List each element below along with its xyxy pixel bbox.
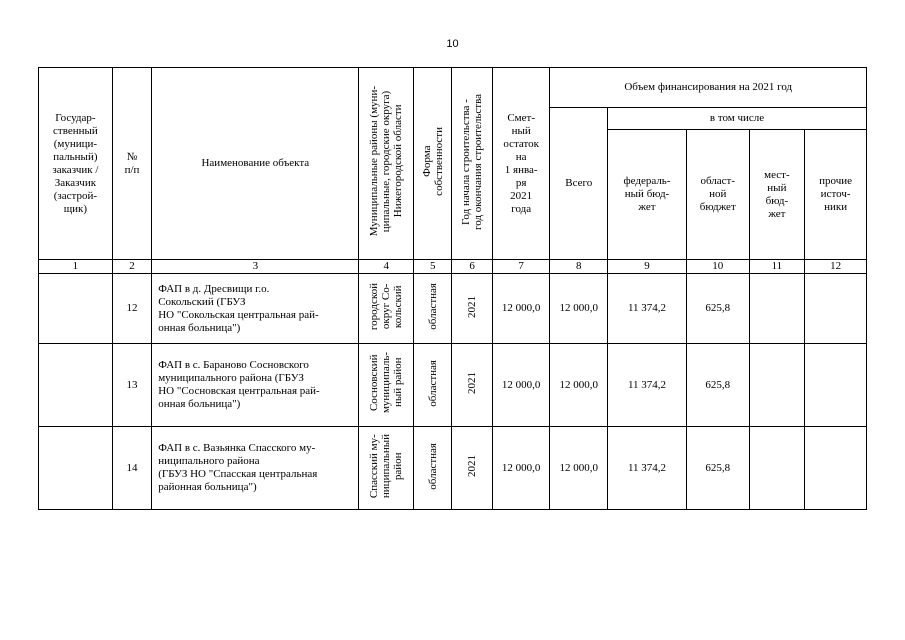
page-number: 10: [446, 38, 459, 50]
remaining-cell: 12 000,0: [492, 344, 550, 427]
regional-cell: 625,8: [686, 274, 749, 344]
row-number: 13: [112, 344, 151, 427]
object-name: ФАП в д. Дресвищи г.о. Сокольский (ГБУЗ НО "Сокольская центральная рай- онная больница"): [152, 274, 359, 344]
header-ownership: Форма собственности: [414, 68, 452, 260]
customer-cell: [39, 427, 113, 510]
other-cell: [805, 344, 867, 427]
ownership-cell: областная: [414, 344, 452, 427]
remaining-cell: 12 000,0: [492, 427, 550, 510]
column-number: 6: [452, 260, 492, 274]
column-number-row: [39, 260, 867, 274]
federal-cell: 11 374,2: [608, 344, 687, 427]
row-number: 12: [112, 274, 151, 344]
column-number: 9: [608, 260, 687, 274]
column-number: 12: [805, 260, 867, 274]
column-number: 10: [686, 260, 749, 274]
column-number: 3: [152, 260, 359, 274]
header-local: мест- ный бюд- жет: [749, 130, 805, 260]
header-municipality: Муниципальные районы (муни- ципальные, городские округа) Нижегородской области: [359, 68, 414, 260]
other-cell: [805, 274, 867, 344]
total-cell: 12 000,0: [550, 427, 608, 510]
column-number: 7: [492, 260, 550, 274]
customer-cell: [39, 274, 113, 344]
table-row: [39, 274, 867, 344]
object-name: ФАП в с. Вазьянка Спасского му- ниципального района (ГБУЗ НО "Спасская центральная районная больница"): [152, 427, 359, 510]
column-number: 8: [550, 260, 608, 274]
municipality-cell: Спасский му- ниципальный район: [359, 427, 414, 510]
local-cell: [749, 427, 805, 510]
header-years: Год начала строительства - год окончания строительства: [452, 68, 492, 260]
column-number: 4: [359, 260, 414, 274]
federal-cell: 11 374,2: [608, 427, 687, 510]
header-object-name: Наименование объекта: [152, 68, 359, 260]
header-federal: федераль- ный бюд- жет: [608, 130, 687, 260]
header-remaining: Смет- ный остаток на 1 янва- ря 2021 года: [492, 68, 550, 260]
financing-table: [38, 67, 867, 510]
header-including: в том числе: [608, 108, 867, 130]
header-regional: област- ной бюджет: [686, 130, 749, 260]
municipality-cell: Сосновский муниципаль- ный район: [359, 344, 414, 427]
total-cell: 12 000,0: [550, 344, 608, 427]
table-row: [39, 344, 867, 427]
header-number: № п/п: [112, 68, 151, 260]
years-cell: 2021: [452, 427, 492, 510]
column-number: 1: [39, 260, 113, 274]
total-cell: 12 000,0: [550, 274, 608, 344]
column-number: 5: [414, 260, 452, 274]
header-customer: Государ- ственный (муници- пальный) заказчик / Заказчик (застрой- щик): [39, 68, 113, 260]
other-cell: [805, 427, 867, 510]
local-cell: [749, 344, 805, 427]
column-number: 11: [749, 260, 805, 274]
federal-cell: 11 374,2: [608, 274, 687, 344]
header-total: Всего: [550, 108, 608, 260]
object-name: ФАП в с. Бараново Сосновского муниципального района (ГБУЗ НО "Сосновская центральная рай- онная больница"): [152, 344, 359, 427]
header-other: прочие источ- ники: [805, 130, 867, 260]
regional-cell: 625,8: [686, 344, 749, 427]
years-cell: 2021: [452, 274, 492, 344]
local-cell: [749, 274, 805, 344]
remaining-cell: 12 000,0: [492, 274, 550, 344]
customer-cell: [39, 344, 113, 427]
table-row: [39, 427, 867, 510]
years-cell: 2021: [452, 344, 492, 427]
header-financing: Объем финансирования на 2021 год: [550, 68, 867, 108]
municipality-cell: городской округ Со- кольский: [359, 274, 414, 344]
ownership-cell: областная: [414, 427, 452, 510]
row-number: 14: [112, 427, 151, 510]
regional-cell: 625,8: [686, 427, 749, 510]
column-number: 2: [112, 260, 151, 274]
ownership-cell: областная: [414, 274, 452, 344]
